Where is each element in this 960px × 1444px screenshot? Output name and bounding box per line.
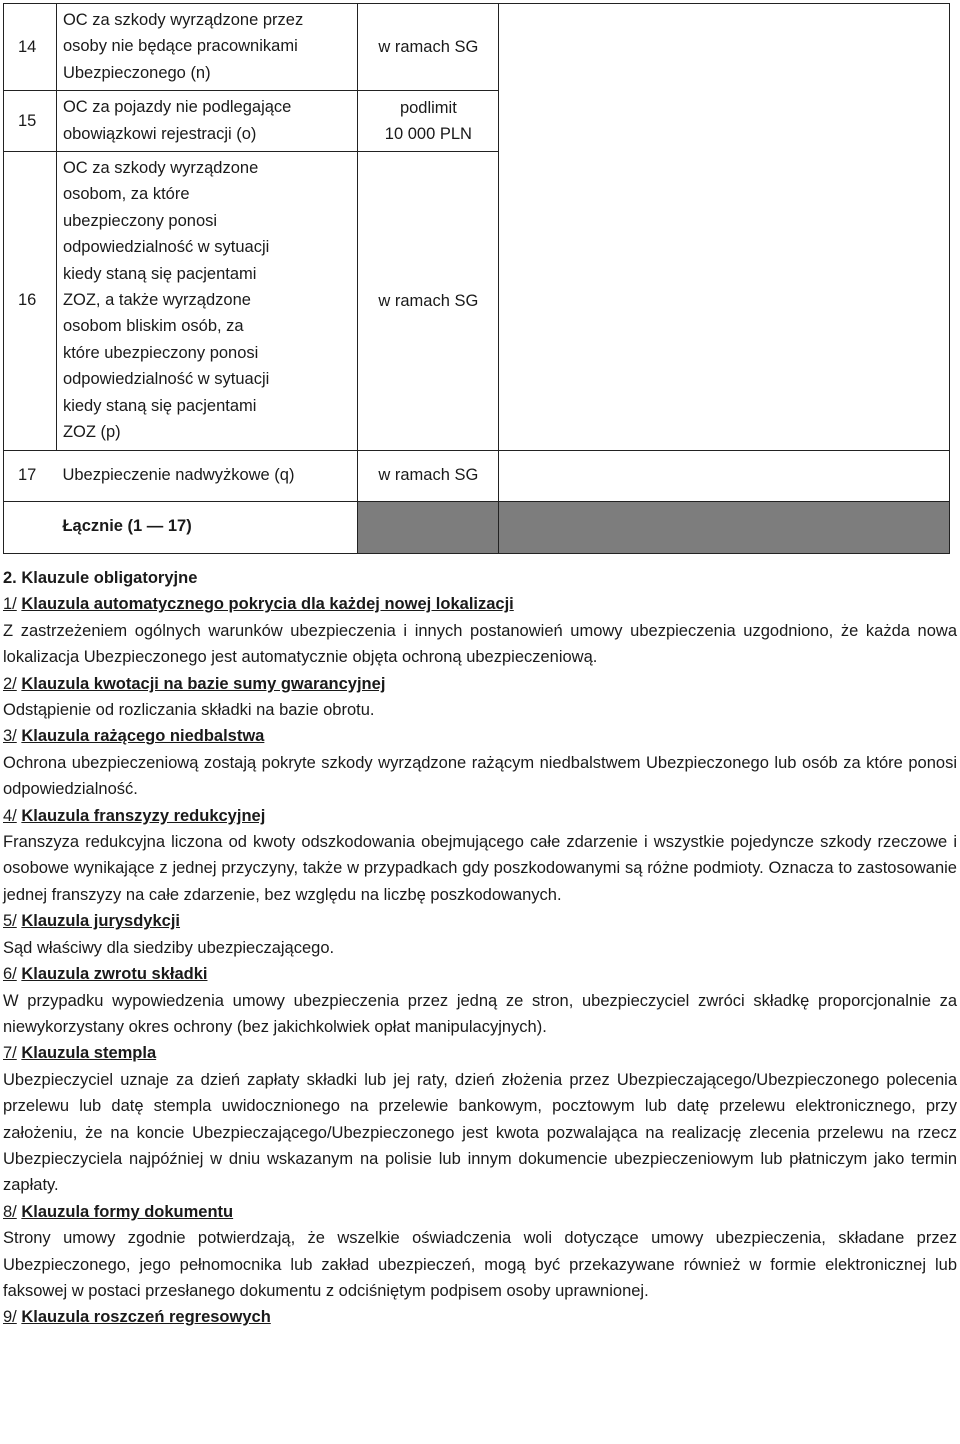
description-line: ZOZ (p) [62,423,121,442]
clause-heading [3,723,957,749]
clause-title: Klauzula rażącego niedbalstwa [21,727,265,746]
description-line: kiedy staną się pacjentami [62,396,257,415]
total-label: Łącznie (1 — 17) [56,501,358,553]
clause-number: 2/ [3,674,17,693]
empty-cell [4,501,57,553]
coverage-limit: w ramach SG [358,450,499,501]
clause-title: Klauzula formy dokumentu [21,1202,234,1221]
clause-title: Klauzula stempla [21,1044,157,1063]
coverage-description: Ubezpieczenie nadwyżkowe (q) [56,450,358,501]
coverage-description [56,4,358,91]
clause-number: 9/ [3,1308,17,1327]
section-title: 2. Klauzule obligatoryjne [3,569,198,587]
coverage-limit [358,4,499,91]
clause-number: 5/ [3,912,17,931]
clause-number: 3/ [3,727,17,746]
clause-number: 7/ [3,1044,17,1063]
clause-heading [3,591,957,617]
description-line: OC za szkody wyrządzone przez [62,11,304,29]
limit-line: podlimit [399,98,457,117]
clause-body: Sąd właściwy dla siedziby ubezpieczającego. [3,938,335,957]
clause-body: Ubezpieczyciel uznaje za dzień zapłaty składki lub jej raty, dzień złożenia przez Ubezpieczającego/Ubezpieczonego polecenia przelewu lub datę stempla uwidocznionego na przelewie bankowym, pocztowym lub datę przelewu elektronicznego, przy założeniu, że na koncie Ubezpieczającego/Ubezpieczonego jest kwota pozwalająca na realizację zlecenia przelewu na rzecz Ubezpieczyciela najpóźniej w dniu wskazanym na polisie lub innym dokumencie ubezpieczeniowym lub płatniczym jako termin zapłaty. [3,1070,957,1195]
clause-number: 8/ [3,1202,17,1221]
shaded-cell [358,501,499,553]
clause-body: W przypadku wypowiedzenia umowy ubezpieczenia przez jedną ze stron, ubezpieczyciel zwróci składkę proporcjonalnie za niewykorzystany okres ochrony (bez jakichkolwiek opłat manipulacyjnych). [3,991,957,1036]
clause-heading [3,803,957,829]
description-line: odpowiedzialność w sytuacji [62,238,270,257]
clause-heading [3,1304,957,1330]
coverage-table [3,3,950,554]
clause-heading [3,1199,957,1225]
description-line: kiedy staną się pacjentami [62,264,257,283]
clause-number: 1/ [3,595,17,614]
limit-line: 10 000 PLN [384,125,472,144]
description-line: ubezpieczony ponosi [62,211,218,230]
clause-title: Klauzula jurysdykcji [21,912,181,931]
clause-title: Klauzula kwotacji na bazie sumy gwarancyjnej [21,674,386,693]
clause-body: Ochrona ubezpieczeniową zostają pokryte szkody wyrządzone rażącym niedbalstwem Ubezpieczonego lub osób za które ponosi odpowiedzialność. [3,753,957,799]
clause-title: Klauzula zwrotu składki [21,965,208,984]
description-line: które ubezpieczony ponosi [62,343,259,362]
row-number: 17 [4,450,57,501]
coverage-limit [358,91,499,152]
clause-heading [3,908,957,934]
clause-body: Z zastrzeżeniem ogólnych warunków ubezpieczenia i innych postanowień umowy ubezpieczenia uzgodniono, że każda nowa lokalizacja Ubezpieczonego jest automatycznie objęta ochroną ubezpieczeniową. [3,621,957,667]
clause-body: Strony umowy zgodnie potwierdzają, że wszelkie oświadczenia woli dotyczące umowy ubezpieczenia, składane przez Ubezpieczonego, jego pełnomocnika lub zakład ubezpieczeń, mogą być przekazywane również w formie elektronicznej lub faksowej w postaci przesłanego dokumentu z odciśniętym podpisem osoby uprawnionej. [3,1229,957,1300]
shaded-cell [499,501,950,553]
empty-cell [499,450,950,501]
description-line: osobom bliskim osób, za [62,317,244,336]
clause-number: 6/ [3,965,17,984]
limit-line: w ramach SG [378,38,479,56]
description-line: osobom, za które [62,185,190,204]
clause-heading [3,1040,957,1066]
coverage-description [56,152,358,450]
table-row [4,450,950,501]
description-line: osoby nie będące pracownikami [62,37,298,56]
clause-number: 4/ [3,806,17,825]
clause-title: Klauzula automatycznego pokrycia dla każdej nowej lokalizacji [21,595,514,614]
description-line: Ubezpieczonego (n) [62,63,211,82]
row-number: 16 [4,152,57,450]
coverage-description [56,91,358,152]
empty-cell [499,4,950,451]
coverage-limit [358,152,499,450]
description-line: OC za szkody wyrządzone [62,159,259,178]
clause-body: Franszyza redukcyjna liczona od kwoty odszkodowania obejmującego całe zdarzenie i wszystkie pojedyncze szkody rzeczowe i osobowe wynikające z jednej przyczyny, także w przypadkach gdy poszkodowanymi są różne podmioty. Oznacza to zastosowanie jednej franszyzy na całe zdarzenie, bez względu na liczbę poszkodowanych. [3,833,957,904]
description-line: odpowiedzialność w sytuacji [62,370,270,389]
description-line: ZOZ, a także wyrządzone [62,291,251,310]
clause-heading [3,671,957,697]
clauses-section [3,565,957,1331]
row-number: 14 [4,4,57,91]
table-row [4,501,950,553]
clause-title: Klauzula roszczeń regresowych [21,1308,271,1327]
description-line: OC za pojazdy nie podlegające [62,98,292,117]
description-line: obowiązkowi rejestracji (o) [62,124,257,143]
clause-title: Klauzula franszyzy redukcyjnej [21,806,266,825]
row-number: 15 [4,91,57,152]
clause-body: Odstąpienie od rozliczania składki na bazie obrotu. [3,701,375,720]
table-row [4,4,950,91]
clause-heading [3,961,957,987]
limit-line: w ramach SG [378,291,479,310]
